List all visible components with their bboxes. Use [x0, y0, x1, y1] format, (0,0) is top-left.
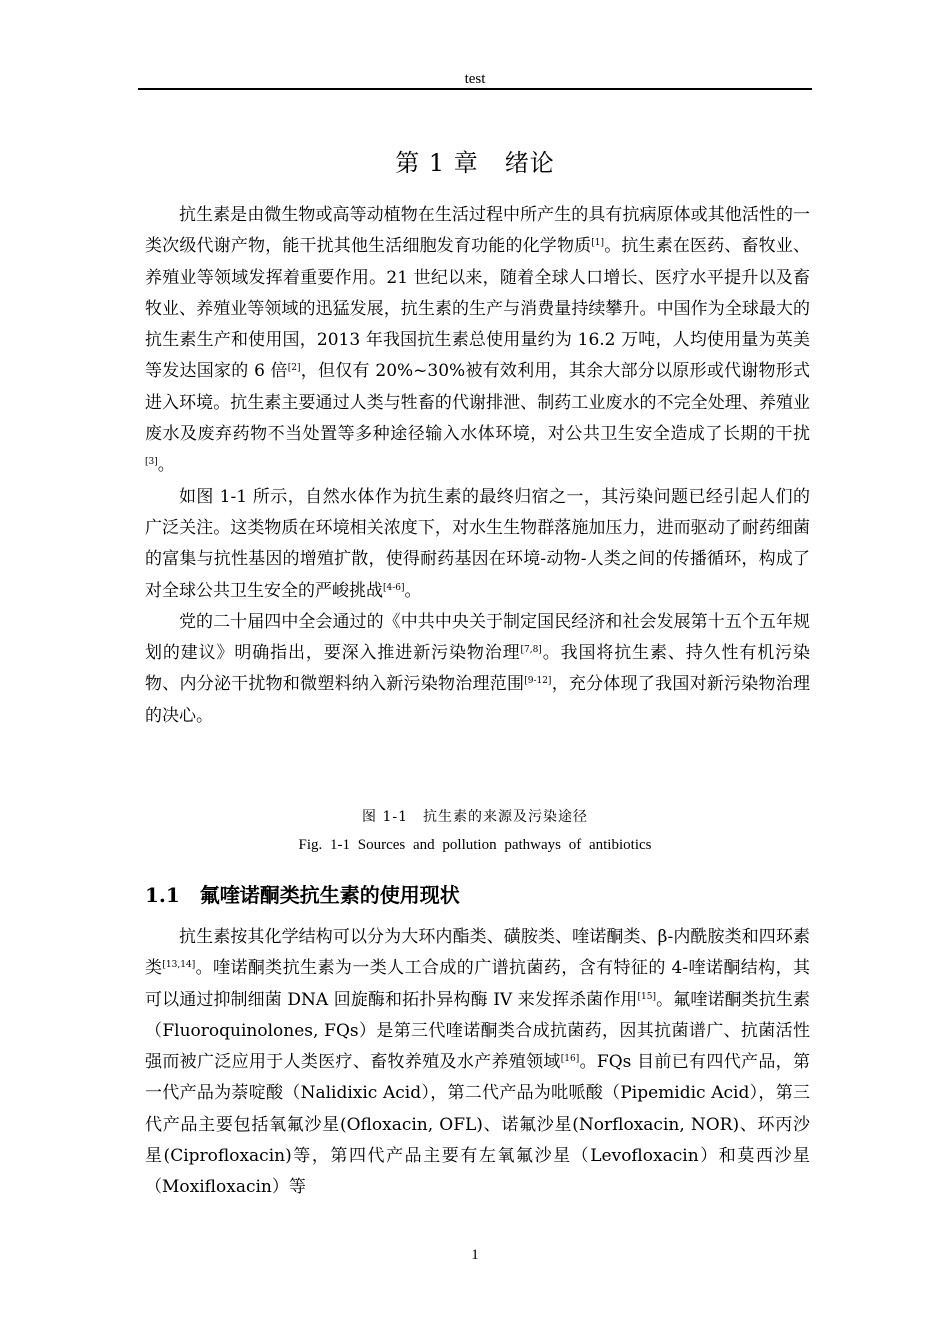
paragraph-text: ，但仅有 20%~30%被有效利用，其余大部分以原形或代谢物形式进入环境。抗生素主要通过人类与牲畜的代谢排泄、制药工业废水的不完全处理、养殖业废水及废弃药物不当处置等多种途径输入水体环境，对公共卫生安全造成了长期的干扰	[145, 361, 811, 445]
section-body	[145, 922, 810, 1204]
paragraph-text: 。我国将抗生素、持久性有机污染物、内分泌干扰物和微塑料纳入新污染物治理范围	[145, 643, 811, 695]
section-number: 1.1	[145, 883, 180, 907]
paragraph-text: 。	[404, 580, 422, 601]
chapter-intro-body	[145, 200, 810, 732]
chapter-number: 第 1 章	[395, 149, 479, 177]
citation-ref: [3]	[145, 457, 158, 468]
citation-ref: [9-12]	[524, 676, 552, 687]
chapter-title	[0, 143, 950, 178]
paragraph-text: 抗生素是由微生物或高等动植物在生活过程中所产生的具有抗病原体或其他活性的一类次级代谢产物，能干扰其他生活细胞发育功能的化学物质	[145, 205, 810, 257]
paragraph-text: 党的二十届四中全会通过的《中共中央关于制定国民经济和社会发展第十五个五年规划的建议》明确指出，要深入推进新污染物治理	[145, 611, 810, 664]
citation-ref: [2]	[287, 363, 301, 374]
header-rule	[138, 88, 812, 90]
paragraph-text: 。氟喹诺酮类抗生素（Fluoroquinolones, FQs）是第三代喹诺酮类合成抗菌药，因其抗菌谱广、抗菌活性强而被广泛应用于人类医疗、畜牧养殖及水产养殖领域	[145, 989, 811, 1073]
citation-ref: [15]	[637, 991, 656, 1002]
citation-ref: [1]	[591, 238, 605, 249]
figure-caption-zh: 图 1-1 抗生素的来源及污染途径	[362, 809, 588, 825]
citation-ref: [13,14]	[162, 960, 196, 971]
paragraph-text: 如图 1-1 所示，自然水体作为抗生素的最终归宿之一，其污染问题已经引起人们的广泛关注。这类物质在环境相关浓度下，对水生生物群落施加压力，进而驱动了耐药细菌的富集与抗性基因的增殖扩散，使得耐药基因在环境-动物-人类之间的传播循环，构成了对全球公共卫生安全的严峻挑战	[145, 486, 810, 601]
chapter-name: 绪论	[504, 149, 555, 177]
paragraph-text: ，充分体现了我国对新污染物治理的决心。	[145, 674, 810, 726]
running-header: test	[464, 71, 486, 87]
paragraph-text: 。喹诺酮类抗生素为一类人工合成的广谱抗菌药，含有特征的 4-喹诺酮结构，其可以通过抑制细菌 DNA 回旋酶和拓扑异构酶 IV 来发挥杀菌作用	[145, 958, 811, 1010]
citation-ref: [4-6]	[383, 582, 405, 593]
figure-caption-en: Fig. 1-1 Sources and pollution pathways of antibiotics	[298, 837, 652, 853]
section-heading	[145, 879, 460, 908]
intro-paragraph	[145, 607, 810, 732]
intro-paragraph	[145, 200, 810, 482]
paragraph-text: 。	[157, 455, 175, 476]
citation-ref: [16]	[560, 1054, 580, 1065]
citation-ref: [7,8]	[520, 645, 542, 656]
section-paragraph	[145, 922, 810, 1204]
intro-paragraph	[145, 482, 810, 607]
paragraph-text: 抗生素按其化学结构可以分为大环内酯类、磺胺类、喹诺酮类、β-内酰胺类和四环素类	[145, 927, 810, 979]
paragraph-text: 。FQs 目前已有四代产品，第一代产品为萘啶酸（Nalidixic Acid），第二代产品为吡哌酸（Pipemidic Acid），第三代产品主要包括氧氟沙星(Ofloxacin, OFL)、诺氟沙星(Norfloxacin, NOR)、环丙沙星(Ciprofloxacin)等，第四代产品主要有左氧氟沙星（Levofloxacin）和莫西沙星（Moxifloxacin）等	[145, 1052, 810, 1198]
section-name: 氟喹诺酮类抗生素的使用现状	[199, 883, 460, 907]
paragraph-text: 。抗生素在医药、畜牧业、养殖业等领域发挥着重要作用。21 世纪以来，随着全球人口增长、医疗水平提升以及畜牧业、养殖业等领域的迅猛发展，抗生素的生产与消费量持续攀升。中国作为全球最大的抗生素生产和使用国，2013 年我国抗生素总使用量约为 16.2 万吨，人均使用量为英美等发达国家的 6 倍	[145, 236, 811, 382]
page-number: 1	[471, 1247, 479, 1263]
